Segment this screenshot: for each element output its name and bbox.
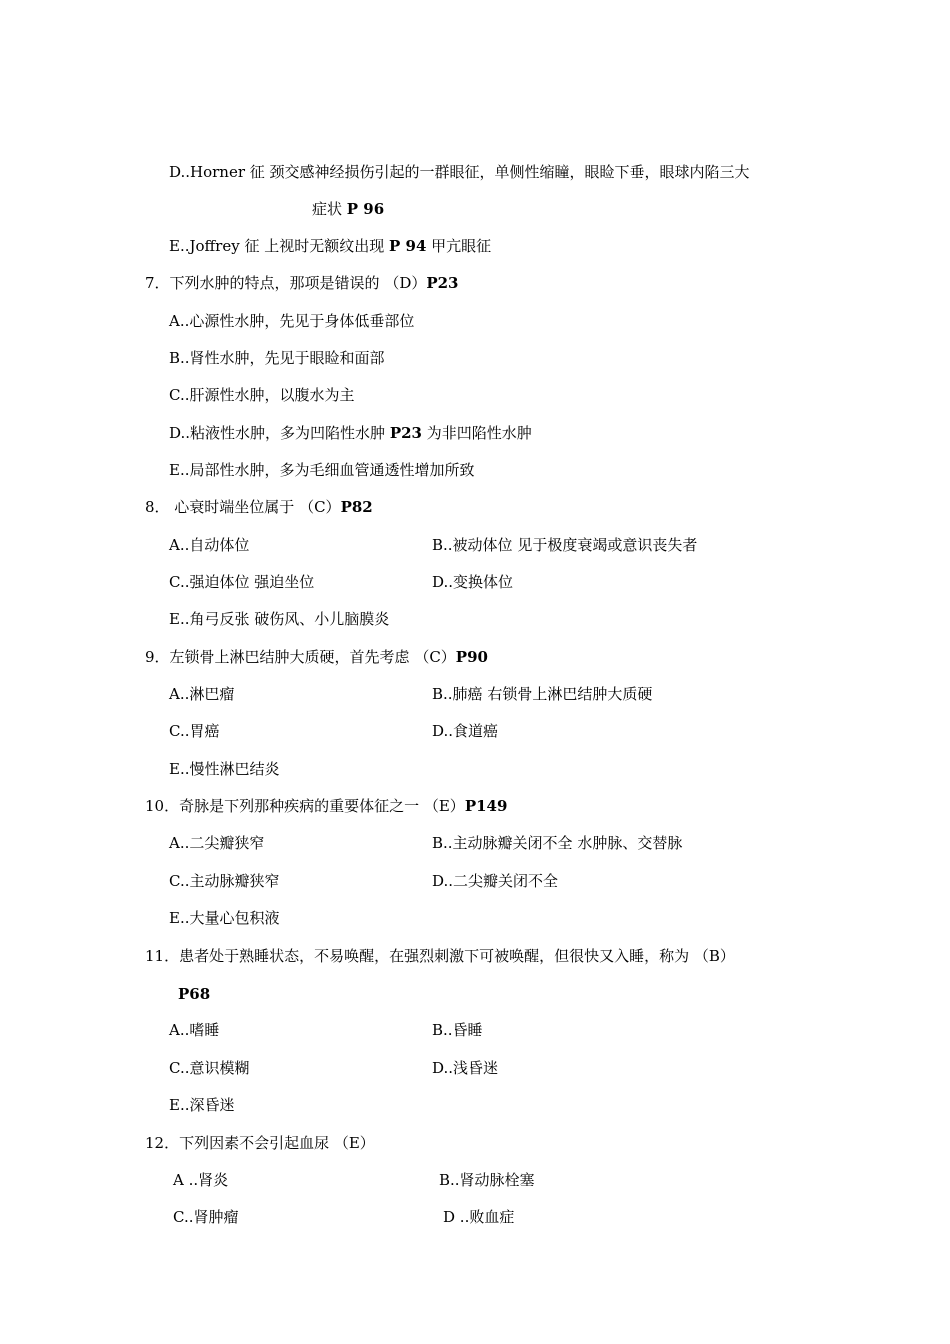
page-ref: P 96 bbox=[346, 200, 385, 218]
option-text: C..强迫体位 强迫坐位 bbox=[169, 573, 315, 591]
option-note: 甲亢眼征 bbox=[426, 237, 492, 255]
option-text: D..二尖瓣关闭不全 bbox=[432, 872, 559, 890]
question-8-option-e bbox=[169, 609, 389, 629]
page-ref: P 94 bbox=[389, 237, 427, 255]
question-text: 10．奇脉是下列那种疾病的重要体征之一 （E） bbox=[145, 797, 465, 815]
question-8-stem bbox=[145, 497, 373, 517]
option-text: B..肾性水肿，先见于眼睑和面部 bbox=[169, 349, 385, 367]
question-text: 8． 心衰时端坐位属于 （C） bbox=[145, 498, 341, 516]
question-9-stem bbox=[145, 647, 488, 667]
question-7-option-d bbox=[169, 423, 532, 443]
option-text: E..深昏迷 bbox=[169, 1096, 235, 1114]
question-11-option-a bbox=[169, 1020, 219, 1040]
option-note: 为非凹陷性水肿 bbox=[421, 424, 532, 442]
option-text: 症状 bbox=[312, 200, 347, 218]
question-10-option-c bbox=[169, 871, 279, 891]
page-ref: P90 bbox=[455, 648, 488, 666]
option-text: C..肝源性水肿，以腹水为主 bbox=[169, 386, 355, 404]
question-11-ref bbox=[178, 984, 210, 1004]
question-10-option-d bbox=[432, 871, 558, 891]
question-7-option-c bbox=[169, 385, 354, 405]
option-text: D..粘液性水肿，多为凹陷性水肿 bbox=[169, 424, 390, 442]
option-text: D..变换体位 bbox=[432, 573, 514, 591]
question-11-option-e bbox=[169, 1095, 235, 1115]
option-text: B..主动脉瓣关闭不全 水肿脉、交替脉 bbox=[432, 834, 683, 852]
question-text: 7．下列水肿的特点，那项是错误的 （D） bbox=[145, 274, 427, 292]
question-10-option-e bbox=[169, 908, 280, 928]
question-text: 12．下列因素不会引起血尿 （E） bbox=[145, 1134, 375, 1152]
option-text: A..嗜睡 bbox=[169, 1021, 220, 1039]
question-text: 11．患者处于熟睡状态，不易唤醒，在强烈刺激下可被唤醒，但很快又入睡，称为 （B） bbox=[145, 947, 735, 965]
page-ref: P82 bbox=[340, 498, 373, 516]
question-8-option-d bbox=[432, 572, 513, 592]
question-9-option-e bbox=[169, 759, 280, 779]
option-text: B..肾动脉栓塞 bbox=[439, 1171, 535, 1189]
question-11-option-d bbox=[432, 1058, 498, 1078]
page-ref: P23 bbox=[426, 274, 459, 292]
option-text: B..肺癌 右锁骨上淋巴结肿大质硬 bbox=[432, 685, 653, 703]
option-text: C..主动脉瓣狭窄 bbox=[169, 872, 280, 890]
page-ref: P23 bbox=[389, 424, 422, 442]
question-7-stem bbox=[145, 273, 459, 293]
option-text: A ..肾炎 bbox=[173, 1171, 229, 1189]
question-7-option-b bbox=[169, 348, 385, 368]
question-9-option-c bbox=[169, 721, 219, 741]
option-text: E..局部性水肿，多为毛细血管通透性增加所致 bbox=[169, 461, 475, 479]
option-text: A..二尖瓣狭窄 bbox=[169, 834, 265, 852]
question-7-option-e bbox=[169, 460, 475, 480]
option-text: A..心源性水肿，先见于身体低垂部位 bbox=[169, 312, 415, 330]
question-11-option-b bbox=[432, 1020, 483, 1040]
option-text: B..被动体位 见于极度衰竭或意识丧失者 bbox=[432, 536, 698, 554]
question-11-stem bbox=[145, 946, 735, 966]
option-text: A..淋巴瘤 bbox=[169, 685, 235, 703]
page-ref: P68 bbox=[178, 985, 211, 1003]
question-9-option-d bbox=[432, 721, 498, 741]
page-ref: P149 bbox=[464, 797, 508, 815]
option-text: D ..败血症 bbox=[443, 1208, 515, 1226]
option-text: E..Joffrey 征 上视时无额纹出现 bbox=[169, 237, 390, 255]
option-text: D..食道癌 bbox=[432, 722, 499, 740]
question-8-option-c bbox=[169, 572, 314, 592]
option-e-joffrey bbox=[169, 236, 491, 256]
question-12-stem bbox=[145, 1133, 375, 1153]
option-text: A..自动体位 bbox=[169, 536, 250, 554]
question-7-option-a bbox=[169, 311, 414, 331]
question-10-stem bbox=[145, 796, 507, 816]
question-12-option-b bbox=[439, 1170, 535, 1190]
question-9-option-a bbox=[169, 684, 234, 704]
option-text: E..大量心包积液 bbox=[169, 909, 280, 927]
question-8-option-a bbox=[169, 535, 249, 555]
question-10-option-a bbox=[169, 833, 264, 853]
question-12-option-d bbox=[443, 1207, 514, 1227]
option-text: D..Horner 征 颈交感神经损伤引起的一群眼征，单侧性缩瞳，眼睑下垂，眼球内陷三大 bbox=[169, 163, 750, 181]
option-text: C..意识模糊 bbox=[169, 1059, 250, 1077]
option-text: E..慢性淋巴结炎 bbox=[169, 760, 280, 778]
option-text: C..胃癌 bbox=[169, 722, 220, 740]
question-11-option-c bbox=[169, 1058, 249, 1078]
question-8-option-b bbox=[432, 535, 697, 555]
option-d-horner bbox=[169, 162, 750, 182]
question-12-option-a bbox=[173, 1170, 228, 1190]
question-12-option-c bbox=[173, 1207, 238, 1227]
question-9-option-b bbox=[432, 684, 652, 704]
option-text: C..肾肿瘤 bbox=[173, 1208, 239, 1226]
question-10-option-b bbox=[432, 833, 682, 853]
question-text: 9．左锁骨上淋巴结肿大质硬，首先考虑 （C） bbox=[145, 648, 456, 666]
option-text: B..昏睡 bbox=[432, 1021, 483, 1039]
option-text: D..浅昏迷 bbox=[432, 1059, 499, 1077]
option-d-horner-cont bbox=[312, 199, 384, 219]
option-text: E..角弓反张 破伤风、小儿脑膜炎 bbox=[169, 610, 390, 628]
